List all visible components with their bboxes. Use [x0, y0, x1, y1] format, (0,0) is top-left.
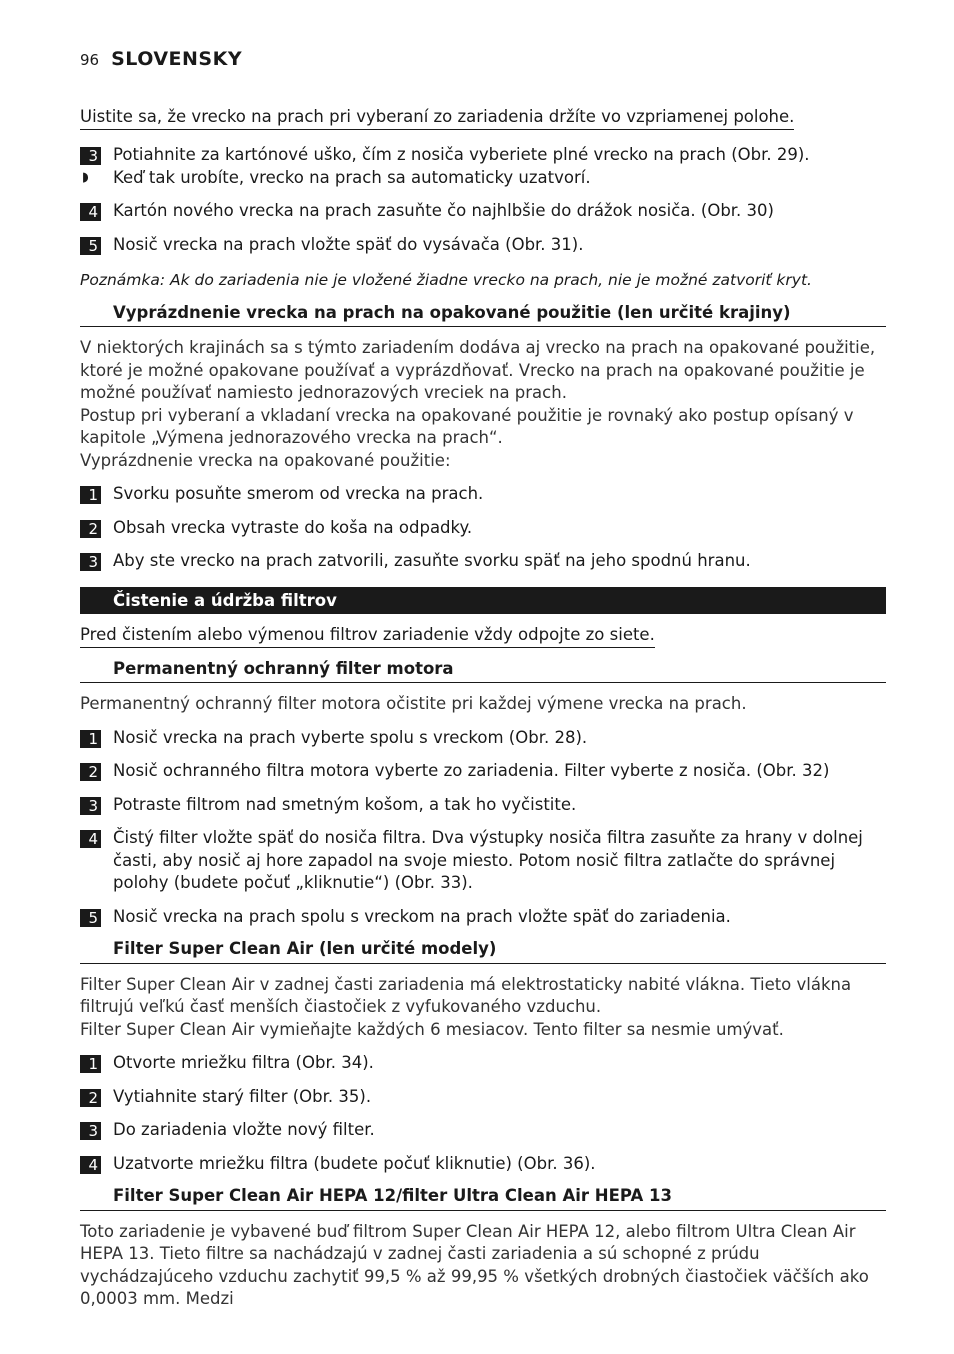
step-item — [80, 200, 886, 223]
step-item — [80, 1086, 886, 1109]
page — [80, 48, 886, 1311]
step-item — [80, 727, 886, 750]
step-item — [80, 827, 886, 895]
subsection-heading: Filter Super Clean Air (len určité modely) — [80, 938, 886, 964]
body-paragraph: Toto zariadenie je vybavené buď filtrom Super Clean Air HEPA 12, alebo filtrom Ultra Clean Air HEPA 13. Tieto filtre sa nachádzajú v zadnej časti zariadenia a sú schopné z prúdu vychádzajúceho vzduchu zachytiť 99,5 % až 99,95 % všetkých drobných čiastočiek väčších ako 0,0003 mm. Medzi — [80, 1221, 869, 1308]
step-number: 3 — [80, 1122, 101, 1140]
result-text: Keď tak urobíte, vrecko na prach sa automaticky uzatvorí. — [113, 167, 591, 187]
step-text: Otvorte mriežku filtra (Obr. 34). — [113, 1053, 374, 1072]
step-text: Potiahnite za kartónové uško, čím z nosiča vyberiete plné vrecko na prach (Obr. 29). — [113, 145, 810, 164]
step-text: Nosič vrecka na prach vyberte spolu s vreckom (Obr. 28). — [113, 727, 588, 747]
subsection-heading: Filter Super Clean Air HEPA 12/filter Ultra Clean Air HEPA 13 — [80, 1185, 886, 1211]
step-item — [80, 760, 886, 783]
step-number: 5 — [80, 237, 101, 255]
bullet-icon: ◗ — [82, 169, 89, 185]
step-item — [80, 144, 886, 167]
step-text: Nosič vrecka na prach spolu s vreckom na prach vložte späť do zariadenia. — [113, 906, 731, 926]
step-text: Čistý filter vložte späť do nosiča filtra. Dva výstupky nosiča filtra zasuňte za hrany v dolnej časti, aby nosič aj hore zapadol na svoje miesto. Potom nosič filtra zatlačte do správnej polohy (budete počuť „kliknutie“) (Obr. 33). — [113, 828, 863, 892]
warning-text: Pred čistením alebo výmenou filtrov zariadenie vždy odpojte zo siete. — [80, 624, 655, 648]
step-text: Uzatvorte mriežku filtra (budete počuť kliknutie) (Obr. 36). — [113, 1153, 596, 1173]
result-item — [80, 167, 886, 190]
body-paragraph: Postup pri vyberaní a vkladaní vrecka na opakované použitie je rovnaký ako postup opísaný v kapitole „Výmena jednorazového vrecka na prach“. — [80, 405, 854, 447]
step-text: Aby ste vrecko na prach zatvorili, zasuňte svorku späť na jeho spodnú hranu. — [113, 551, 751, 570]
body-paragraph: Filter Super Clean Air v zadnej časti zariadenia má elektrostaticky nabité vlákna. Tieto vlákna filtrujú veľkú časť menších čiastočiek z vyfukovaného vzduchu. — [80, 974, 852, 1016]
step-item — [80, 483, 886, 506]
language-title: SLOVENSKY — [111, 48, 243, 70]
step-number: 3 — [80, 147, 101, 165]
step-item — [80, 550, 886, 573]
body-paragraph: V niektorých krajinách sa s týmto zariadením dodáva aj vrecko na prach na opakované použitie, ktoré je možné opakovane používať a vyprázdňovať. Vrecko na prach na opakované použitie je možné používať namiesto jednorazových vreciek na prach. — [80, 338, 876, 402]
warning-text: Uistite sa, že vrecko na prach pri vyberaní zo zariadenia držíte vo vzpriamenej polohe. — [80, 106, 794, 130]
page-number: 96 — [80, 51, 100, 69]
step-number: 4 — [80, 203, 101, 221]
step-item — [80, 1153, 886, 1176]
step-text: Kartón nového vrecka na prach zasuňte čo najhlbšie do drážok nosiča. (Obr. 30) — [113, 201, 774, 220]
page-header — [80, 48, 886, 74]
section-heading: Čistenie a údržba filtrov — [80, 587, 886, 614]
step-text: Vytiahnite starý filter (Obr. 35). — [113, 1086, 372, 1106]
subsection-heading: Permanentný ochranný filter motora — [80, 658, 886, 684]
step-number: 3 — [80, 797, 101, 815]
body-paragraph: Permanentný ochranný filter motora očistite pri každej výmene vrecka na prach. — [80, 694, 747, 713]
step-number: 2 — [80, 763, 101, 781]
step-text: Svorku posuňte smerom od vrecka na prach. — [113, 484, 484, 503]
step-item — [80, 906, 886, 929]
body-paragraph: Vyprázdnenie vrecka na opakované použitie: — [80, 450, 451, 470]
step-number: 1 — [80, 730, 101, 748]
step-item — [80, 1119, 886, 1142]
step-number: 2 — [80, 1089, 101, 1107]
body-paragraph: Filter Super Clean Air vymieňajte každých 6 mesiacov. Tento filter sa nesmie umývať. — [80, 1019, 784, 1039]
step-item — [80, 1052, 886, 1075]
step-text: Nosič vrecka na prach vložte späť do vysávača (Obr. 31). — [113, 234, 584, 254]
step-number: 3 — [80, 553, 101, 571]
step-text: Obsah vrecka vytraste do koša na odpadky. — [113, 517, 473, 537]
step-number: 1 — [80, 1055, 101, 1073]
step-number: 2 — [80, 520, 101, 538]
step-text: Nosič ochranného filtra motora vyberte zo zariadenia. Filter vyberte z nosiča. (Obr. 32) — [113, 761, 830, 780]
step-item — [80, 234, 886, 257]
step-number: 4 — [80, 830, 101, 848]
step-text: Do zariadenia vložte nový filter. — [113, 1120, 375, 1139]
step-item — [80, 794, 886, 817]
step-number: 5 — [80, 909, 101, 927]
note-text: Poznámka: Ak do zariadenia nie je vložené žiadne vrecko na prach, nie je možné zatvoriť kryt. — [80, 271, 812, 289]
step-number: 1 — [80, 486, 101, 504]
step-text: Potraste filtrom nad smetným košom, a tak ho vyčistite. — [113, 794, 577, 814]
step-item — [80, 517, 886, 540]
step-number: 4 — [80, 1156, 101, 1174]
subsection-heading: Vyprázdnenie vrecka na prach na opakované použitie (len určité krajiny) — [80, 302, 886, 328]
